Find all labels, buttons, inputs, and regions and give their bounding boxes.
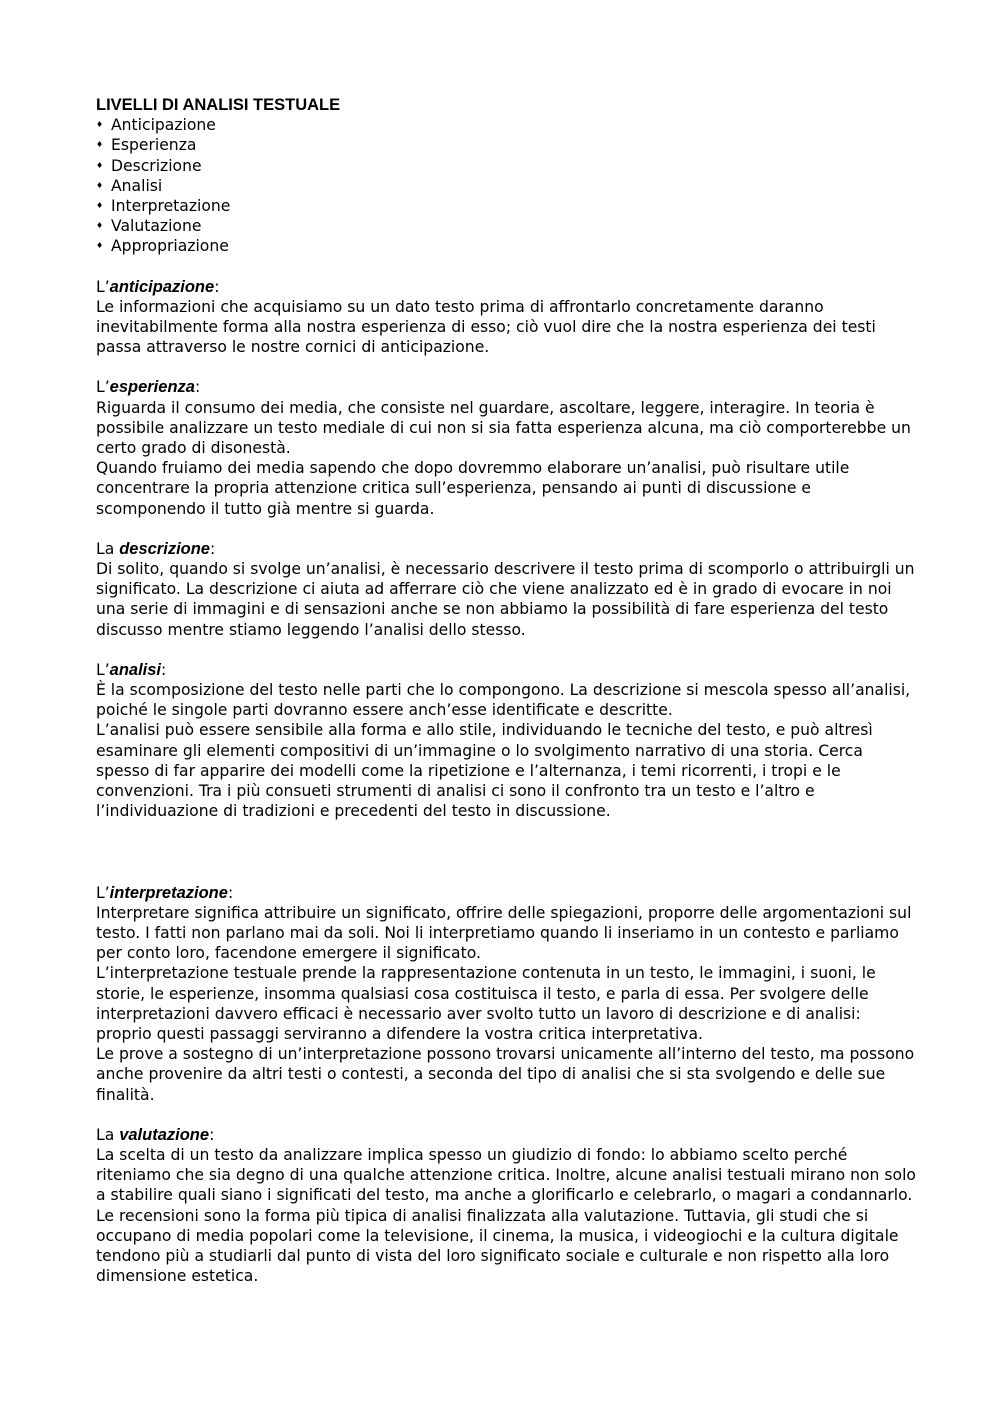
section-article: L’ xyxy=(96,660,110,679)
document-title: LIVELLI DI ANALISI TESTUALE xyxy=(96,96,341,114)
section-article: L’ xyxy=(96,378,110,397)
section-term: descrizione xyxy=(119,539,210,558)
section-paragraph: Quando fruiamo dei media sapendo che dopo dovremmo elaborare un’analisi, può risultare utile concentrare la propria attenzione critica sull’esperienza, pensando ai punti di discussione e scomponendo il tutto già mentre si guarda. xyxy=(96,459,850,518)
section-heading xyxy=(96,377,916,397)
section-paragraph: Le informazioni che acquisiamo su un dato testo prima di affrontarlo concretamente daranno inevitabilmente forma alla nostra esperienza di esso; ciò vuol dire che la nostra esperienza dei testi passa attraverso le nostre cornici di anticipazione. xyxy=(96,297,876,357)
section-term: interpretazione xyxy=(109,883,228,902)
section-term: esperienza xyxy=(109,378,195,397)
level-list-item: ♦ Appropriazione xyxy=(96,236,916,256)
section-colon: : xyxy=(214,277,220,296)
section-anticipazione xyxy=(96,277,916,358)
level-list-item: ♦ Valutazione xyxy=(96,216,916,236)
sections-container xyxy=(96,277,916,1287)
levels-list xyxy=(96,115,916,256)
section-colon: : xyxy=(194,378,201,397)
section-analisi xyxy=(96,660,916,822)
document-page xyxy=(96,95,916,1286)
section-heading xyxy=(96,277,916,297)
section-colon: : xyxy=(161,660,167,679)
section-heading xyxy=(96,1125,916,1145)
section-article: La xyxy=(96,1125,120,1144)
level-list-item: ♦ Descrizione xyxy=(96,156,916,176)
section-paragraph: Di solito, quando si svolge un’analisi, è necessario descrivere il testo prima di scomporlo o attribuirgli un significato. La descrizione ci aiuta ad afferrare ciò che viene analizzato ed è in grado di evocare in noi una serie di immagini e di sensazioni anche se non abbiamo la possibilità di fare esperienza del testo discusso mentre stiamo leggendo l’analisi dello stesso. xyxy=(96,560,915,639)
section-colon: : xyxy=(209,1125,215,1144)
section-paragraph: È la scomposizione del testo nelle parti che lo compongono. La descrizione si mescola spesso all’analisi, poiché le singole parti dovranno essere anch’esse identificate e descritte. xyxy=(96,681,911,720)
section-heading xyxy=(96,660,916,680)
section-term: valutazione xyxy=(119,1125,210,1144)
section-descrizione xyxy=(96,539,916,640)
section-paragraph: La scelta di un testo da analizzare implica spesso un giudizio di fondo: lo abbiamo scelto perché riteniamo che sia degno di una qualche attenzione critica. Inoltre, alcune analisi testuali mirano non solo a stabilire quali siano i significati del testo, ma anche a glorificarlo e celebrarlo, o magari a condannarlo. xyxy=(96,1145,916,1205)
section-article: L’ xyxy=(96,277,110,296)
section-heading xyxy=(96,539,916,559)
section-esperienza xyxy=(96,377,916,518)
section-heading xyxy=(96,883,916,903)
section-term: anticipazione xyxy=(109,277,215,296)
section-colon: : xyxy=(227,883,234,902)
section-term: analisi xyxy=(109,660,162,679)
section-paragraph: Interpretare significa attribuire un significato, offrire delle spiegazioni, proporre delle argomentazioni sul testo. I fatti non parlano mai da soli. Noi li interpretiamo quando li inseriamo in un contesto e parliamo per conto loro, facendone emergere il significato. xyxy=(96,903,912,963)
section-interpretazione xyxy=(96,883,916,1105)
level-list-item: ♦ Interpretazione xyxy=(96,196,916,216)
section-paragraph: Le prove a sostegno di un’interpretazione possono trovarsi unicamente all’interno del testo, ma possono anche provenire da altri testi o contesti, a seconda del tipo di analisi che si sta svolgendo e delle sue finalità. xyxy=(96,1045,915,1104)
section-paragraph: L’analisi può essere sensibile alla forma e allo stile, individuando le tecniche del testo, e può altresì esaminare gli elementi compositivi di un’immagine o lo svolgimento narrativo di una storia. Cerca spesso di far apparire dei modelli come la ripetizione e l’alternanza, i temi ricorrenti, i tropi e le convenzioni. Tra i più consueti strumenti di analisi ci sono il confronto tra un testo e l’altro e l’individuazione di tradizioni e precedenti del testo in discussione. xyxy=(96,721,873,821)
section-paragraph: Le recensioni sono la forma più tipica di analisi finalizzata alla valutazione. Tuttavia, gli studi che si occupano di media popolari come la televisione, il cinema, la musica, i videogiochi e la cultura digitale tendono più a studiarli dal punto di vista del loro significato sociale e culturale e non rispetto alla loro dimensione estetica. xyxy=(96,1206,899,1286)
section-paragraph: L’interpretazione testuale prende la rappresentazione contenuta in un testo, le immagini, i suoni, le storie, le esperienze, insomma qualsiasi cosa costituisca il testo, e parla di essa. Per svolgere delle interpretazioni davvero efficaci è necessario aver svolto tutto un lavoro di descrizione e di analisi: proprio questi passaggi serviranno a difendere la vostra critica interpretativa. xyxy=(96,964,876,1043)
section-article: L’ xyxy=(96,883,110,902)
level-list-item: ♦ Anticipazione xyxy=(96,115,916,135)
level-list-item: ♦ Analisi xyxy=(96,176,916,196)
section-colon: : xyxy=(210,539,216,558)
section-valutazione xyxy=(96,1125,916,1287)
section-paragraph: Riguarda il consumo dei media, che consiste nel guardare, ascoltare, leggere, interagire. In teoria è possibile analizzare un testo mediale di cui non si sia fatta esperienza alcuna, ma ciò comporterebbe un certo grado di disonestà. xyxy=(96,398,911,458)
section-article: La xyxy=(96,539,120,558)
level-list-item: ♦ Esperienza xyxy=(96,135,916,155)
